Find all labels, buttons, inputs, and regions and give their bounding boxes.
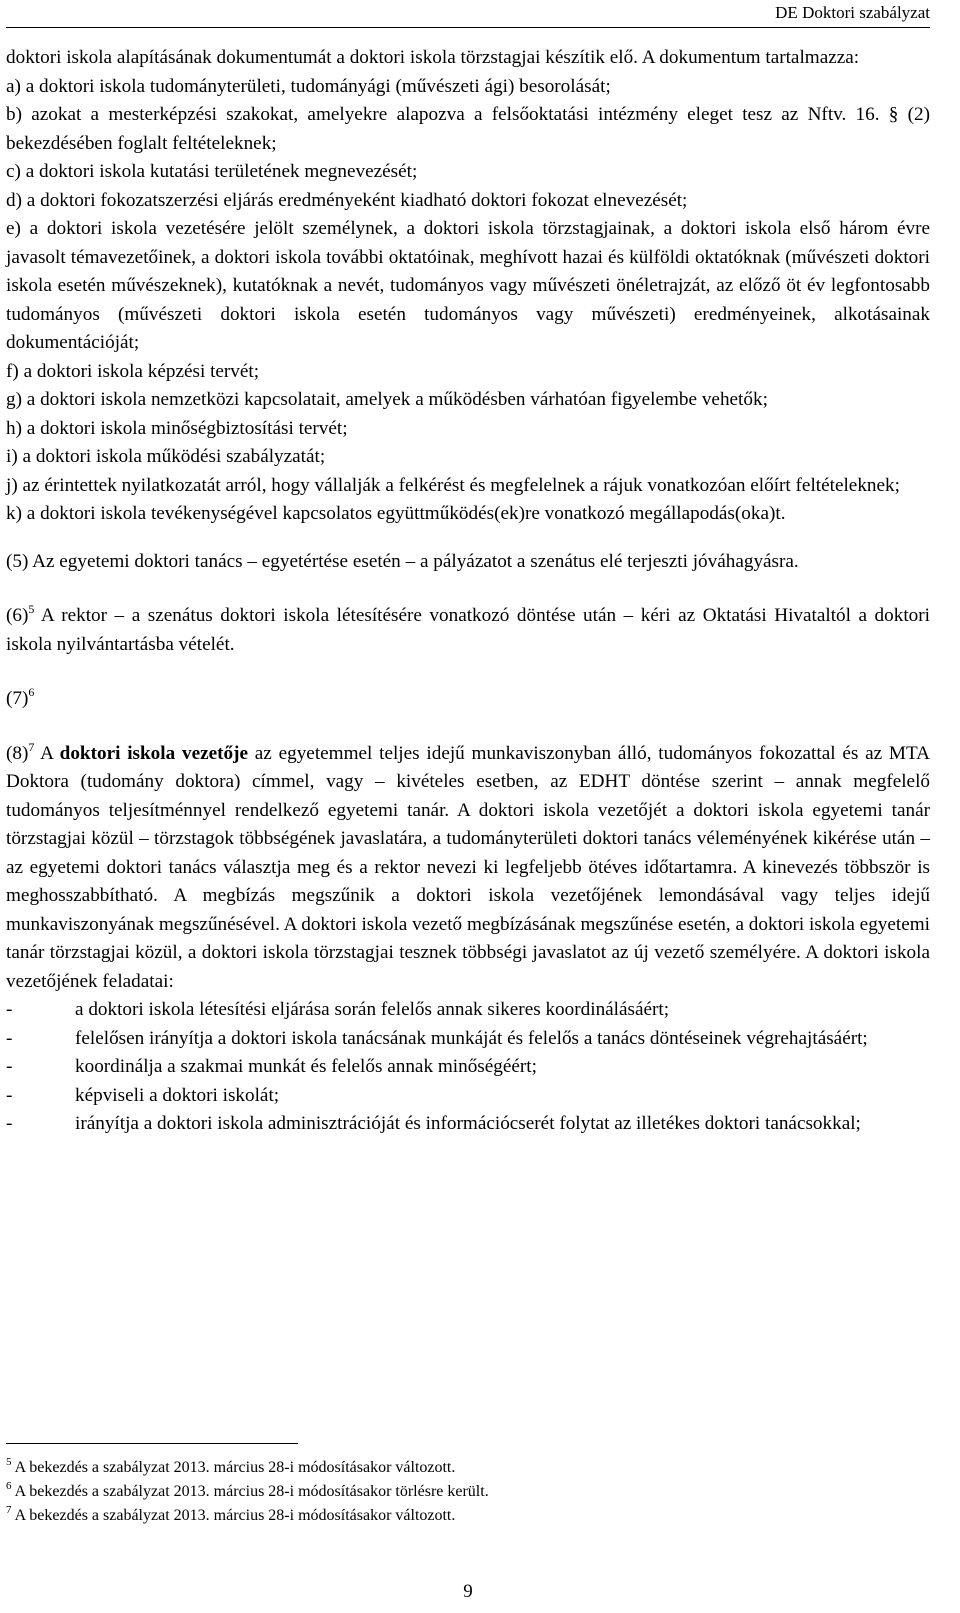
footnote bbox=[6, 1456, 906, 1480]
duty-text: irányítja a doktori iskola adminisztrációját és információcserét folytat az illetékes doktori tanácsokkal; bbox=[75, 1113, 861, 1134]
intro-paragraph: doktori iskola alapításának dokumentumát a doktori iskola törzstagjai készítik elő. A dokumentum tartalmazza: bbox=[6, 47, 860, 68]
list-item-j: j) az érintettek nyilatkozatát arról, hogy vállalják a felkérést és megfelelnek a rájuk vonatkozóan előírt feltételeknek; bbox=[6, 474, 900, 496]
footnote-number: 5 bbox=[6, 1456, 12, 1468]
footnote-text: A bekezdés a szabályzat 2013. március 28-i módosításakor törlésre került. bbox=[11, 1483, 489, 1500]
duty-item bbox=[6, 1082, 930, 1111]
header-rule bbox=[6, 27, 930, 28]
page-body bbox=[6, 44, 930, 1139]
list-item-e: e) a doktori iskola vezetésére jelölt személynek, a doktori iskola törzstagjainak, a doktori iskola első három évre javasolt témavezetőinek, a doktori iskola további oktatóinak, meghívott hazai és külföldi oktatóknak (művészeti doktori iskola esetén művészeknek), kutatóknak a nevét, tudományos vagy művészeti önéletrajzát, az előző öt év legfontosabb tudományos (művészeti doktori iskola esetén tudományos vagy művészeti) eredményeinek, alkotásainak dokumentációját; bbox=[6, 218, 930, 353]
list-item-c: c) a doktori iskola kutatási területének megnevezését; bbox=[6, 161, 418, 182]
running-header: DE Doktori szabályzat bbox=[775, 3, 930, 22]
footnote-ref: 6 bbox=[28, 685, 35, 699]
dash-marker: - bbox=[6, 1084, 13, 1106]
paragraph-label: (8) bbox=[6, 742, 29, 764]
list-item-k: k) a doktori iskola tevékenységével kapcsolatos együttműködés(ek)re vonatkozó megállapodás(oka)t. bbox=[6, 503, 786, 524]
duty-text: a doktori iskola létesítési eljárása során felelős annak sikeres koordinálásáért; bbox=[75, 999, 670, 1020]
list-item-d: d) a doktori fokozatszerzési eljárás eredményeként kiadható doktori fokozat elnevezését; bbox=[6, 189, 688, 211]
paragraph-text: az egyetemmel teljes idejű munkaviszonyban álló, tudományos fokozattal és az MTA Doktora (tudomány doktora) címmel, vagy – kivételes esetben, az EDHT döntése szerint – annak megfelelő tudományos teljesítménnyel rendelkező egyetemi tanár. A doktori iskola vezetőjét a doktori iskola egyetemi tanár törzstagjai közül – törzstagok többségének javaslatára, a tudományterületi doktori tanács véleményének kikérése után – az egyetemi doktori tanács választja meg és a rektor nevezi ki legfeljebb ötéves időtartamra. A kinevezés többször is meghosszabbítható. A megbízás megszűnik a doktori iskola vezetőjének lemondásával vagy teljes idejű munkaviszonyának megszűnésével. A doktori iskola vezető megbízásának megszűnése esetén, a doktori iskola egyetemi tanár törzstagjai közül, a doktori iskola törzstagjai tesznek többségi javaslatot az új vezető személyére. A doktori iskola vezetőjének feladatai: bbox=[6, 742, 930, 992]
paragraph-lead: A bbox=[34, 742, 60, 764]
dash-marker: - bbox=[6, 999, 13, 1020]
footnote-ref: 5 bbox=[28, 602, 35, 616]
list-item-a: a) a doktori iskola tudományterületi, tudományági (művészeti ági) besorolását; bbox=[6, 75, 611, 97]
list-item-h: h) a doktori iskola minőségbiztosítási tervét; bbox=[6, 417, 348, 439]
list-item-b: b) azokat a mesterképzési szakokat, amelyekre alapozva a felsőoktatási intézmény eleget tesz az Nftv. 16. § (2) bekezdésében foglalt feltételeknek; bbox=[6, 104, 930, 154]
footnote-number: 6 bbox=[6, 1480, 12, 1492]
paragraph-label: (7) bbox=[6, 688, 29, 709]
duty-item bbox=[6, 1025, 930, 1054]
spacer bbox=[6, 576, 930, 602]
paragraph-8 bbox=[6, 740, 930, 997]
page-number: 9 bbox=[463, 1581, 473, 1602]
footnotes bbox=[6, 1456, 906, 1528]
duty-text: felelősen irányítja a doktori iskola tanácsának munkáját és felelős a tanács döntéseinek végrehajtásáért; bbox=[75, 1027, 868, 1049]
list-item-i: i) a doktori iskola működési szabályzatát; bbox=[6, 446, 326, 467]
spacer bbox=[6, 714, 930, 740]
bold-term: doktori iskola vezetője bbox=[59, 742, 249, 764]
duty-item bbox=[6, 1053, 930, 1082]
dash-marker: - bbox=[6, 1056, 13, 1077]
footnote-ref: 7 bbox=[28, 739, 35, 754]
footnote bbox=[6, 1504, 906, 1528]
spacer bbox=[6, 529, 930, 548]
paragraph-text: A rektor – a szenátus doktori iskola létesítésére vonatkozó döntése után – kéri az Oktatási Hivataltól a doktori iskola nyilvántartásba vételét. bbox=[6, 605, 930, 655]
dash-marker: - bbox=[6, 1113, 13, 1134]
paragraph-6 bbox=[6, 602, 930, 659]
footnote-number: 7 bbox=[6, 1504, 12, 1516]
spacer bbox=[6, 659, 930, 685]
duty-text: képviseli a doktori iskolát; bbox=[75, 1084, 280, 1106]
paragraph-label: (6) bbox=[6, 605, 29, 626]
footnote bbox=[6, 1480, 906, 1504]
paragraph-7 bbox=[6, 685, 930, 714]
list-item-g: g) a doktori iskola nemzetközi kapcsolatait, amelyek a működésben várhatóan figyelembe vehetők; bbox=[6, 389, 768, 410]
paragraph-5: (5) Az egyetemi doktori tanács – egyetértése esetén – a pályázatot a szenátus elé terjeszti jóváhagyásra. bbox=[6, 550, 799, 572]
footnote-separator bbox=[6, 1443, 298, 1444]
duty-text: koordinálja a szakmai munkát és felelős annak minőségéért; bbox=[75, 1056, 537, 1077]
duty-item bbox=[6, 1110, 930, 1139]
duty-item bbox=[6, 996, 930, 1025]
footnote-text: A bekezdés a szabályzat 2013. március 28-i módosításakor változott. bbox=[11, 1459, 456, 1476]
footnote-text: A bekezdés a szabályzat 2013. március 28-i módosításakor változott. bbox=[11, 1507, 456, 1524]
list-item-f: f) a doktori iskola képzési tervét; bbox=[6, 360, 260, 382]
dash-marker: - bbox=[6, 1027, 13, 1049]
